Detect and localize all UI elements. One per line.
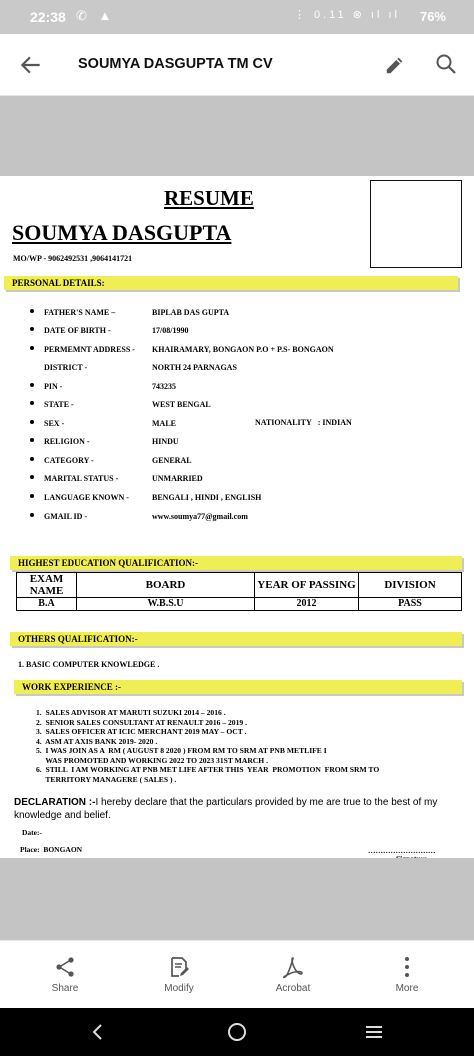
bullet: [30, 438, 34, 442]
candidate-name: SOUMYA DASGUPTA: [12, 220, 232, 245]
date-label: Date:-: [22, 828, 42, 837]
table-cell: PASS: [359, 598, 462, 611]
more-icon: [395, 955, 419, 979]
acrobat-icon: [281, 955, 305, 979]
table-header: BOARD: [77, 573, 255, 598]
list-item: 4. ASM AT AXIS BANK 2019- 2020 .: [36, 736, 158, 746]
bullet: [30, 513, 34, 517]
field-label: PIN -: [44, 382, 63, 391]
table-header: EXAM NAME: [17, 573, 77, 598]
field-label: FATHER'S NAME –: [44, 308, 116, 317]
field-label: RELIGION -: [44, 437, 90, 446]
modify-button[interactable]: [134, 941, 224, 1009]
signature-line: ………………………: [368, 846, 436, 855]
field-label: DISTRICT -: [44, 363, 88, 372]
table-cell: 2012: [255, 598, 359, 611]
signal-icons: ⋮ 0.11 ⊗ ıl ıl: [293, 9, 400, 21]
place-label: Place: BONGAON: [20, 845, 83, 854]
list-item: TERRITORY MANAGERE ( SALES ) .: [36, 774, 177, 784]
bullet: [30, 346, 34, 350]
bullet: [30, 457, 34, 461]
mobile-numbers: MO/WP - 9062492531 ,9064141721: [13, 254, 133, 263]
app-bar: [0, 34, 474, 96]
field-label: STATE -: [44, 400, 74, 409]
list-item: 1. SALES ADVISOR AT MARUTI SUZUKI 2014 – 2016 .: [36, 708, 226, 717]
education-table: [16, 572, 462, 611]
more-label: More: [395, 983, 419, 994]
viewer-margin-bottom: [0, 858, 474, 940]
list-item: 2. SENIOR SALES CONSULTANT AT RENAULT 2016 – 2019 .: [36, 717, 247, 727]
field-value: 743235: [152, 382, 176, 391]
acrobat-button[interactable]: [248, 941, 338, 1009]
list-item: 5. I WAS JOIN AS A RM ( AUGUST 8 2020 ) FROM RM TO SRM AT PNB METLIFE I: [36, 746, 327, 755]
notification-icons: ✆ ▲: [76, 8, 116, 23]
field-value: WEST BENGAL: [152, 400, 211, 409]
document-page[interactable]: [0, 176, 474, 858]
back-arrow-icon[interactable]: [18, 52, 44, 78]
modify-label: Modify: [164, 983, 194, 994]
viewer-margin-top: [0, 96, 474, 176]
search-icon[interactable]: [434, 52, 458, 76]
photo-box: [370, 180, 462, 268]
field-value: KHAIRAMARY, BONGAON P.O + P.S- BONGAON: [152, 345, 334, 354]
field-value: BENGALI , HINDI , ENGLISH: [152, 493, 262, 502]
bullet: [30, 420, 34, 424]
share-label: Share: [51, 983, 79, 994]
status-bar: [0, 0, 474, 34]
list-item: 1. BASIC COMPUTER KNOWLEDGE .: [18, 660, 160, 669]
field-label: PERMEMNT ADDRESS -: [44, 345, 135, 354]
field-value: GENERAL: [152, 456, 192, 465]
table-row: [17, 598, 462, 611]
edit-pencil-icon[interactable]: [384, 54, 406, 76]
system-nav-bar: [0, 1008, 474, 1056]
field-value: BIPLAB DAS GUPTA: [152, 308, 230, 317]
field-label: CATEGORY -: [44, 456, 94, 465]
field-label: MARITAL STATUS -: [44, 474, 119, 483]
bottom-toolbar: [0, 940, 474, 1008]
field-value: UNMARRIED: [152, 474, 203, 483]
table-header-row: [17, 573, 462, 598]
acrobat-label: Acrobat: [275, 983, 311, 994]
bullet: [30, 327, 34, 331]
share-button[interactable]: [20, 941, 110, 1009]
education-heading: HIGHEST EDUCATION QUALIFICATION:-: [10, 556, 462, 570]
bullet: [30, 383, 34, 387]
field-label: DATE OF BIRTH -: [44, 326, 111, 335]
table-cell: W.B.S.U: [77, 598, 255, 611]
field-value: www.soumya77@gmail.com: [152, 512, 248, 521]
list-item: 3. SALES OFFICER AT ICIC MERCHANT 2019 MAY – OCT .: [36, 727, 247, 736]
personal-details-heading: PERSONAL DETAILS:: [4, 276, 458, 290]
field-label: LANGUAGE KNOWN -: [44, 493, 129, 502]
table-header: DIVISION: [359, 573, 462, 598]
field-label: SEX -: [44, 419, 65, 428]
status-time: 22:38: [30, 9, 66, 25]
list-item: 6. STILL I AM WORKING AT PNB MET LIFE AFTER THIS YEAR PROMOTION FROM SRM TO: [36, 765, 380, 774]
table-cell: B.A: [17, 598, 77, 611]
nav-home-icon[interactable]: [225, 1020, 249, 1044]
bullet: [30, 494, 34, 498]
field-value: HINDU: [152, 437, 179, 446]
bullet: [30, 475, 34, 479]
field-value: MALE: [152, 419, 176, 428]
table-header: YEAR OF PASSING: [255, 573, 359, 598]
nationality: NATIONALITY : INDIAN: [255, 418, 352, 427]
other-qualification-heading: OTHERS QUALIFICATION:-: [10, 632, 462, 646]
document-title: SOUMYA DASGUPTA TM CV: [78, 56, 273, 72]
declaration: DECLARATION :-I hereby declare that the particulars provided by me are true to the best of my knowledge and belief.: [14, 797, 438, 821]
more-button[interactable]: [362, 941, 452, 1009]
share-icon: [53, 955, 77, 979]
modify-icon: [167, 955, 191, 979]
work-experience-heading: WORK EXPERIENCE :-: [14, 680, 462, 694]
battery-level: 76%: [419, 9, 446, 24]
nav-recents-icon[interactable]: [362, 1020, 386, 1044]
field-value: 17/08/1990: [152, 326, 189, 335]
bullet: [30, 309, 34, 313]
nav-back-icon[interactable]: [86, 1020, 110, 1044]
field-value: NORTH 24 PARNAGAS: [152, 363, 237, 372]
list-item: WAS PROMOTED AND WORKING 2022 TO 2023 31ST MARCH .: [36, 755, 268, 765]
resume-heading: RESUME: [164, 186, 254, 210]
field-label: GMAIL ID -: [44, 512, 88, 521]
bullet: [30, 401, 34, 405]
